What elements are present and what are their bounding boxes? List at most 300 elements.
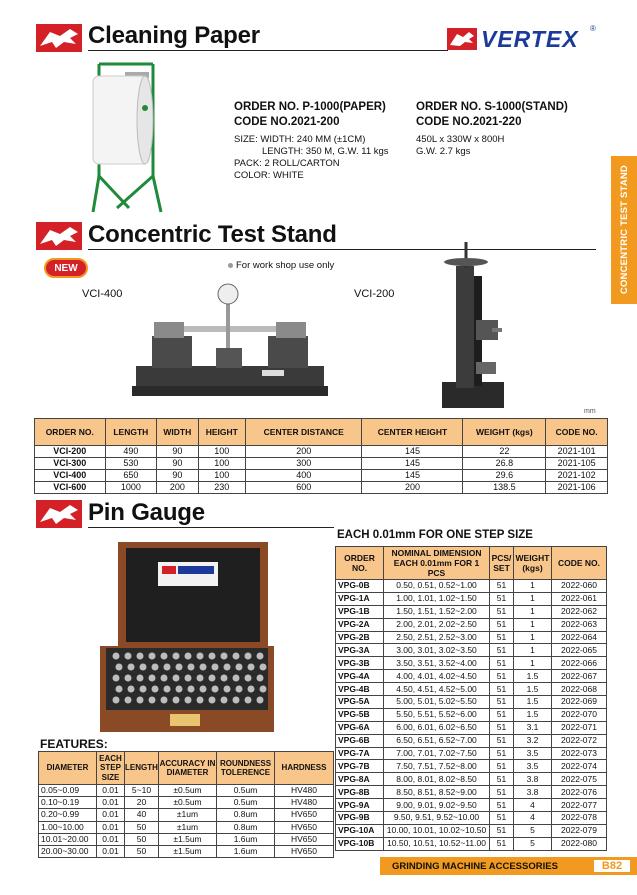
table-cell: 4 [514,812,552,825]
table-cell: 22 [463,446,546,458]
table-cell: 0.01 [97,821,125,833]
table-row [39,797,334,809]
table-cell: 530 [105,458,157,470]
table-cell: 490 [105,446,157,458]
table-cell: 145 [362,470,463,482]
vertex-eagle-icon [447,28,477,50]
eagle-logo-icon [36,222,82,250]
pin-icon [233,675,240,682]
table-cell: 0.01 [97,797,125,809]
table-header-row [35,419,608,446]
table-cell: 9.50, 9.51, 9.52~10.00 [384,812,490,825]
table-cell: 1.5 [514,708,552,721]
pin-icon [176,686,183,693]
table-cell: 0.5um [217,785,275,797]
pin-icon [185,697,192,704]
table-cell: 1.5 [514,696,552,709]
table-cell: 1.5 [514,683,552,696]
table-cell: VPG-5A [336,696,384,709]
pin-icon [173,653,180,660]
table-cell: ±0.5um [159,785,217,797]
col-header: LENGTH [125,752,159,785]
pin-gauge-title: Pin Gauge [88,499,205,526]
pin-icon [161,653,168,660]
pin-icon [200,686,207,693]
vci-400-stand-image [132,282,328,408]
table-cell: VPG-5B [336,708,384,721]
section-rule [88,249,596,250]
table-cell: 0.5um [217,797,275,809]
table-cell: 2022-063 [552,618,607,631]
table-cell: 2021-105 [546,458,608,470]
pin-icon [212,686,219,693]
table-cell: VPG-4A [336,670,384,683]
table-cell: 300 [246,458,362,470]
table-row [336,786,607,799]
table-row [35,446,608,458]
table-cell: 2022-080 [552,837,607,850]
table-row [336,721,607,734]
table-cell: 2022-077 [552,799,607,812]
table-cell: VPG-3B [336,657,384,670]
table-cell: 51 [490,592,514,605]
table-cell: 2022-064 [552,631,607,644]
table-cell: VPG-0B [336,580,384,593]
table-cell: VCI-600 [35,482,106,494]
new-badge-label: NEW [54,262,78,274]
table-cell: HV650 [275,833,334,845]
table-cell: 0.10~0.19 [39,797,97,809]
pin-gauge-case-image [94,538,280,738]
table-cell: 50 [125,821,159,833]
table-cell: 3.2 [514,734,552,747]
table-cell: 2022-071 [552,721,607,734]
table-cell: 90 [157,446,198,458]
table-cell: 3.00, 3.01, 3.02~3.50 [384,644,490,657]
table-row [336,631,607,644]
side-category-tab [611,156,637,304]
footer-bar [380,857,637,875]
col-header: ROUNDNESS TOLERENCE [217,752,275,785]
pin-icon [212,664,219,671]
table-row [336,657,607,670]
workshop-note [228,260,334,271]
table-cell: 1.5 [514,670,552,683]
table-row [39,833,334,845]
table-cell: 51 [490,734,514,747]
table-cell: 1 [514,580,552,593]
table-cell: 2022-079 [552,824,607,837]
table-row [336,773,607,786]
pin-icon [116,664,123,671]
col-header: ACCURACY IN DIAMETER [159,752,217,785]
concentric-spec-table [34,418,608,494]
table-row [336,644,607,657]
table-row [336,812,607,825]
table-cell: 4.50, 4.51, 4.52~5.00 [384,683,490,696]
section-rule [88,50,448,51]
col-header: CODE NO. [546,419,608,446]
workshop-note-text: For work shop use only [236,260,335,271]
table-cell: 3.8 [514,773,552,786]
cleaning-paper-title: Cleaning Paper [88,22,260,49]
table-cell: 51 [490,631,514,644]
pin-icon [125,697,132,704]
table-cell: VPG-10A [336,824,384,837]
table-row [35,458,608,470]
footer-category: GRINDING MACHINE ACCESSORIES [392,860,558,872]
pin-icon [257,697,264,704]
table-cell: 10.00, 10.01, 10.02~10.50 [384,824,490,837]
table-cell: 100 [198,446,246,458]
table-cell: 3.50, 3.51, 3.52~4.00 [384,657,490,670]
table-cell: 650 [105,470,157,482]
table-cell: 0.20~0.99 [39,809,97,821]
unit-label: mm [584,408,596,415]
table-cell: 51 [490,773,514,786]
table-row [35,470,608,482]
table-cell: 6.50, 6.51, 6.52~7.00 [384,734,490,747]
table-cell: VPG-7B [336,760,384,773]
table-cell: VPG-1A [336,592,384,605]
table-cell: 600 [246,482,362,494]
pin-icon [257,675,264,682]
vci-200-stand-image [436,236,516,412]
pin-icon [149,675,156,682]
pin-icon [209,697,216,704]
col-header: NOMINAL DIMENSION EACH 0.01mm FOR 1 PCS [384,547,490,580]
paper-pack-line: PACK: 2 ROLL/CARTON [234,158,340,169]
col-header: LENGTH [105,419,157,446]
table-cell: 51 [490,657,514,670]
table-cell: 200 [157,482,198,494]
pin-icon [233,697,240,704]
table-cell: 51 [490,605,514,618]
pin-icon [185,653,192,660]
table-cell: 51 [490,644,514,657]
table-cell: 2.00, 2.01, 2.02~2.50 [384,618,490,631]
pin-icon [137,653,144,660]
table-cell: 2021-106 [546,482,608,494]
table-cell: 51 [490,837,514,850]
table-cell: HV650 [275,845,334,857]
pin-icon [140,686,147,693]
table-row [336,747,607,760]
table-cell: VPG-8B [336,786,384,799]
step-size-title: EACH 0.01mm FOR ONE STEP SIZE [337,529,533,541]
table-cell: 2022-069 [552,696,607,709]
page-number: B82 [593,859,631,873]
table-cell: 0.01 [97,809,125,821]
table-cell: 20 [125,797,159,809]
table-cell: 400 [246,470,362,482]
col-header: HARDNESS [275,752,334,785]
col-header: CODE NO. [552,547,607,580]
table-cell: 100 [198,470,246,482]
pin-icon [221,697,228,704]
table-row [336,605,607,618]
table-cell: 3.1 [514,721,552,734]
pin-icon [128,664,135,671]
pin-icon [149,653,156,660]
table-cell: 2022-061 [552,592,607,605]
pin-icon [221,675,228,682]
table-cell: 2022-072 [552,734,607,747]
concentric-stand-title: Concentric Test Stand [88,221,337,248]
table-cell: 51 [490,824,514,837]
table-row [39,785,334,797]
table-cell: 1 [514,605,552,618]
table-cell: VPG-1B [336,605,384,618]
table-cell: 2022-060 [552,580,607,593]
col-header: WEIGHT (kgs) [514,547,552,580]
pin-icon [113,675,120,682]
table-cell: 10.01~20.00 [39,833,97,845]
pin-icon [233,653,240,660]
table-cell: VPG-9B [336,812,384,825]
table-cell: 51 [490,618,514,631]
table-cell: 2022-073 [552,747,607,760]
col-header: HEIGHT [198,419,246,446]
table-cell: 2021-101 [546,446,608,458]
table-cell: 50 [125,845,159,857]
table-cell: ±1.5um [159,833,217,845]
table-cell: 5 [514,824,552,837]
pin-icon [137,675,144,682]
paper-order-no: ORDER NO. P-1000(PAPER) [234,101,386,113]
table-row [336,696,607,709]
pin-icon [209,653,216,660]
table-cell: 90 [157,470,198,482]
table-cell: 200 [362,482,463,494]
pin-icon [197,697,204,704]
table-cell: 2022-062 [552,605,607,618]
table-cell: 3.5 [514,747,552,760]
table-cell: 2022-078 [552,812,607,825]
col-header: CENTER HEIGHT [362,419,463,446]
table-cell: 51 [490,696,514,709]
pin-icon [188,686,195,693]
pin-icon [113,653,120,660]
table-row [336,837,607,850]
col-header: PCS/ SET [490,547,514,580]
table-cell: VPG-6A [336,721,384,734]
table-cell: 5.00, 5.01, 5.02~5.50 [384,696,490,709]
table-cell: VPG-6B [336,734,384,747]
table-cell: 200 [246,446,362,458]
table-row [336,824,607,837]
table-row [35,482,608,494]
table-cell: VPG-2B [336,631,384,644]
pin-icon [248,686,255,693]
pin-icon [236,664,243,671]
pin-icon [188,664,195,671]
table-cell: ±1um [159,809,217,821]
table-cell: 230 [198,482,246,494]
table-cell: 51 [490,721,514,734]
table-cell: 3.5 [514,760,552,773]
table-cell: 1 [514,657,552,670]
table-cell: 2021-102 [546,470,608,482]
table-cell: 0.01 [97,833,125,845]
table-cell: 6.00, 6.01, 6.02~6.50 [384,721,490,734]
stand-spec-block [416,100,568,158]
table-cell: 1.6um [217,845,275,857]
pin-icon [260,686,267,693]
paper-size-line: SIZE: WIDTH: 240 MM (±1CM) [234,134,366,145]
table-cell: 0.01 [97,845,125,857]
pin-icon [149,697,156,704]
pin-icon [140,664,147,671]
table-row [39,845,334,857]
col-header: CENTER DISTANCE [246,419,362,446]
table-cell: HV480 [275,785,334,797]
vertex-wordmark: VERTEX [481,26,579,52]
pin-icon [245,675,252,682]
pin-icon [224,664,231,671]
table-cell: VPG-8A [336,773,384,786]
col-header: DIAMETER [39,752,97,785]
table-cell: 2022-065 [552,644,607,657]
pin-icon [125,675,132,682]
table-cell: 4.00, 4.01, 4.02~4.50 [384,670,490,683]
table-cell: 1000 [105,482,157,494]
table-row [39,809,334,821]
table-cell: 2022-066 [552,657,607,670]
pin-icon [257,653,264,660]
table-cell: 0.05~0.09 [39,785,97,797]
col-header: EACH STEP SIZE [97,752,125,785]
pin-icon [116,686,123,693]
table-cell: VPG-9A [336,799,384,812]
table-cell: 1.6um [217,833,275,845]
table-cell: ±1.5um [159,845,217,857]
table-cell: 29.6 [463,470,546,482]
table-cell: VPG-4B [336,683,384,696]
table-cell: 90 [157,458,198,470]
pin-icon [152,664,159,671]
table-cell: 26.8 [463,458,546,470]
vertex-logo [447,26,597,52]
table-cell: 1 [514,631,552,644]
table-cell: VCI-300 [35,458,106,470]
table-cell: 5~10 [125,785,159,797]
registered-mark: ® [590,24,596,33]
paper-length-line: LENGTH: 350 M, G.W. 11 kgs [262,146,389,157]
model-label-right: VCI-200 [354,288,395,300]
pin-icon [245,697,252,704]
table-cell: VPG-3A [336,644,384,657]
stand-order-no: ORDER NO. S-1000(STAND) [416,101,568,113]
table-cell: 10.50, 10.51, 10.52~11.00 [384,837,490,850]
table-row [336,708,607,721]
table-cell: VPG-7A [336,747,384,760]
table-cell: 51 [490,799,514,812]
table-cell: 0.01 [97,785,125,797]
pin-icon [260,664,267,671]
pin-icon [164,664,171,671]
table-cell: 9.00, 9.01, 9.02~9.50 [384,799,490,812]
table-cell: 2022-068 [552,683,607,696]
table-cell: 0.8um [217,821,275,833]
table-row [336,592,607,605]
pin-icon [221,653,228,660]
table-row [336,670,607,683]
pin-icon [236,686,243,693]
table-cell: 51 [490,708,514,721]
table-cell: 51 [490,683,514,696]
table-cell: 2022-070 [552,708,607,721]
bullet-icon [228,263,233,268]
col-header: WIDTH [157,419,198,446]
pin-icon [161,697,168,704]
col-header: ORDER NO. [336,547,384,580]
stand-code-no: CODE NO.2021-220 [416,116,522,128]
table-cell: ±0.5um [159,797,217,809]
pin-icon [137,697,144,704]
table-cell: 8.00, 8.01, 8.02~8.50 [384,773,490,786]
pin-icon [113,697,120,704]
pin-icon [152,686,159,693]
table-row [336,618,607,631]
stand-gw-line: G.W. 2.7 kgs [416,146,471,157]
table-cell: 7.00, 7.01, 7.02~7.50 [384,747,490,760]
table-header-row [39,752,334,785]
col-header: WEIGHT (kgs) [463,419,546,446]
table-cell: 2022-074 [552,760,607,773]
table-cell: 5.50, 5.51, 5.52~6.00 [384,708,490,721]
table-row [336,799,607,812]
table-cell: 51 [490,747,514,760]
table-cell: 5 [514,837,552,850]
paper-color-line: COLOR: WHITE [234,170,304,181]
table-cell: 0.50, 0.51, 0.52~1.00 [384,580,490,593]
table-cell: VCI-200 [35,446,106,458]
table-cell: 2022-076 [552,786,607,799]
table-cell: 145 [362,458,463,470]
table-cell: 50 [125,833,159,845]
table-cell: 145 [362,446,463,458]
table-cell: 100 [198,458,246,470]
eagle-logo-icon [36,24,82,52]
pin-icon [176,664,183,671]
table-cell: 20.00~30.00 [39,845,97,857]
table-cell: 0.8um [217,809,275,821]
pin-icon [248,664,255,671]
table-cell: HV650 [275,821,334,833]
pin-icon [173,675,180,682]
pin-icon [185,675,192,682]
stand-dims-line: 450L x 330W x 800H [416,134,505,145]
model-label-left: VCI-400 [82,288,123,300]
pin-icon [173,697,180,704]
pin-icon [245,653,252,660]
pin-icon [224,686,231,693]
table-row [336,734,607,747]
features-table [38,751,334,858]
new-badge [44,258,88,278]
pin-gauge-table [335,546,607,851]
pin-icon [128,686,135,693]
table-row [39,821,334,833]
table-cell: 51 [490,812,514,825]
table-cell: 1.00~10.00 [39,821,97,833]
table-cell: 2022-075 [552,773,607,786]
pin-icon [125,653,132,660]
table-cell: 1 [514,618,552,631]
paper-roll-stand-image [85,58,165,216]
section-rule [88,527,334,528]
